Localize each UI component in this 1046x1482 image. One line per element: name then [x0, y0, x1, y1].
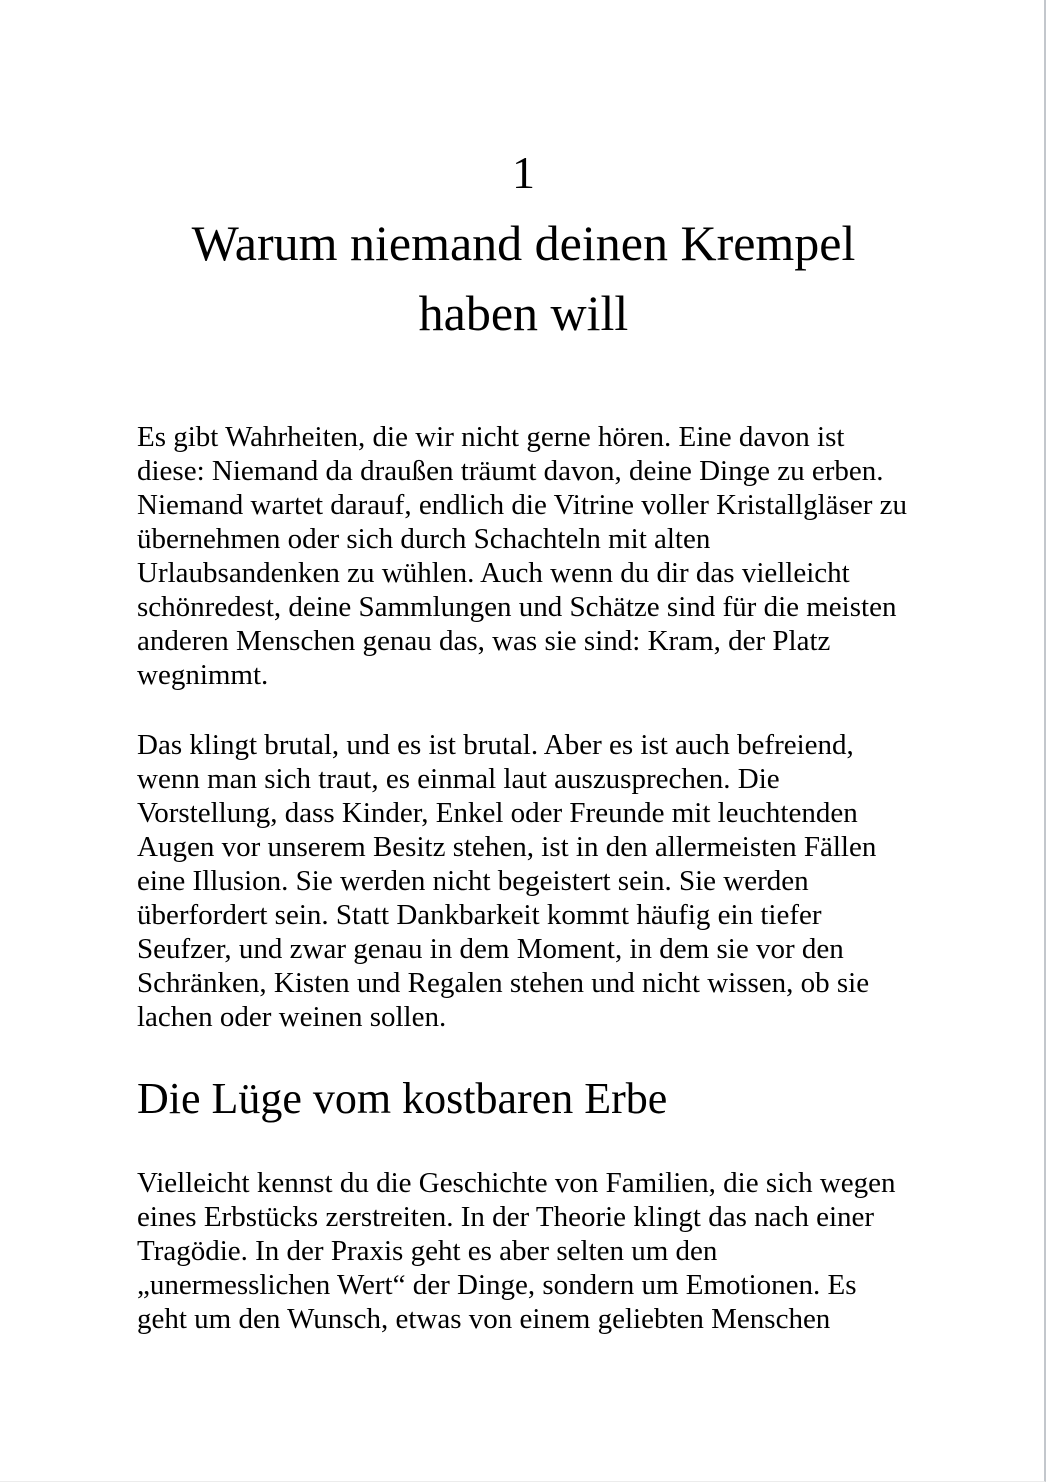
- chapter-body: [137, 420, 910, 1336]
- paragraph: Es gibt Wahrheiten, die wir nicht gerne hören. Eine davon ist diese: Niemand da draußen träumt davon, deine Dinge zu erben. Niemand wartet darauf, endlich die Vitrine voller Kristallgläser zu übernehmen oder sich durch Schachteln mit alten Urlaubsandenken zu wühlen. Auch wenn du dir das vielleicht schönredest, deine Sammlungen und Schätze sind für die meisten anderen Menschen genau das, was sie sind: Kram, der Platz wegnimmt.: [137, 421, 907, 691]
- paragraph: Das klingt brutal, und es ist brutal. Aber es ist auch befreiend, wenn man sich traut, es einmal laut auszusprechen. Die Vorstellung, dass Kinder, Enkel oder Freunde mit leuchtenden Augen vor unserem Besitz stehen, ist in den allermeisten Fällen eine Illusion. Sie werden nicht begeistert sein. Sie werden überfordert sein. Statt Dankbarkeit kommt häufig ein tiefer Seufzer, und zwar genau in dem Moment, in dem sie vor den Schränken, Kisten und Regalen stehen und nicht wissen, ob sie lachen oder weinen sollen.: [137, 729, 877, 1033]
- chapter-number: 1: [512, 147, 535, 198]
- section-heading: Die Lüge vom kostbaren Erbe: [137, 1074, 668, 1123]
- chapter-title: Warum niemand deinen Krempel haben will: [191, 215, 856, 341]
- paragraph: Vielleicht kennst du die Geschichte von Familien, die sich wegen eines Erbstücks zerstreiten. In der Theorie klingt das nach einer Tragödie. In der Praxis geht es aber selten um den „unermesslichen Wert“ der Dinge, sondern um Emotionen. Es geht um den Wunsch, etwas von einem geliebten Menschen: [137, 1167, 896, 1335]
